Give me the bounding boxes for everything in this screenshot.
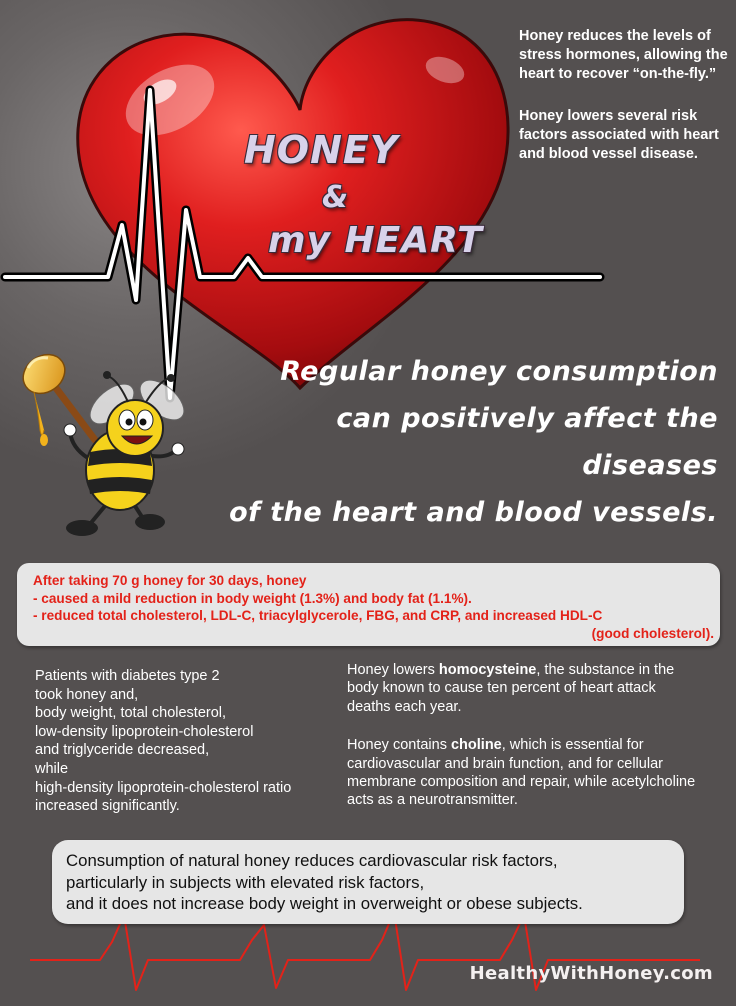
website-link[interactable]: HealthyWithHoney.com xyxy=(469,963,713,984)
study-line-1: After taking 70 g honey for 30 days, honey xyxy=(33,573,307,588)
homocysteine-fact xyxy=(347,661,692,716)
diabetes-line-5: and triglyceride decreased, xyxy=(35,742,210,759)
honey-dipper-icon xyxy=(16,347,95,446)
diabetes-line-8: increased significantly. xyxy=(35,798,180,815)
diabetes-line-6: while xyxy=(35,760,69,777)
headline xyxy=(198,348,718,536)
stress-fact: Honey reduces the levels of stress hormones, allowing the heart to recover “on-the-fly.” xyxy=(519,28,728,82)
headline-line-2: can positively affect the diseases xyxy=(336,403,718,481)
choline-fact xyxy=(347,736,725,810)
choline-prefix: Honey contains xyxy=(347,737,451,754)
diabetes-line-2: took honey and, xyxy=(35,686,139,703)
conclusion-line-2: particularly in subjects with elevated risk factors, xyxy=(66,872,425,892)
right-facts-column xyxy=(347,661,727,830)
diabetes-line-4: low-density lipoprotein-cholesterol xyxy=(35,723,254,740)
choline-keyword: choline xyxy=(450,737,502,754)
conclusion-box xyxy=(52,840,684,924)
diabetes-line-3: body weight, total cholesterol, xyxy=(35,705,227,722)
study-line-3: - reduced total cholesterol, LDL-C, triacylglycerole, FBG, and CRP, and increased HDL-C xyxy=(33,608,603,623)
bee-mascot xyxy=(64,371,191,536)
homocysteine-suffix: , the substance in the body known to cause ten percent of heart attack deaths each year. xyxy=(347,662,675,715)
diabetes-line-1: Patients with diabetes type 2 xyxy=(35,668,220,684)
study-line-2: - caused a mild reduction in body weight (1.3%) and body fat (1.1%). xyxy=(33,590,472,606)
diabetes-study-text xyxy=(35,667,345,816)
top-right-facts xyxy=(519,27,731,187)
headline-line-1: Regular honey consumption xyxy=(280,356,718,387)
study-line-4: (good cholesterol). xyxy=(591,625,714,641)
conclusion-line-3: and it does not increase body weight in overweight or obese subjects. xyxy=(66,894,583,913)
study-result-box xyxy=(17,563,720,646)
title-ampersand: & xyxy=(322,180,350,215)
risk-factor-fact: Honey lowers several risk factors associated with heart and blood vessel disease. xyxy=(519,108,719,162)
homocysteine-keyword: homocysteine xyxy=(438,662,537,678)
homocysteine-prefix: Honey lowers xyxy=(347,662,439,678)
headline-line-3: of the heart and blood vessels. xyxy=(229,497,718,528)
title-honey: HONEY xyxy=(244,128,399,172)
title-my-heart: my HEART xyxy=(268,220,483,261)
conclusion-line-1: Consumption of natural honey reduces cardiovascular risk factors, xyxy=(66,851,558,870)
diabetes-line-7: high-density lipoprotein-cholesterol ratio xyxy=(35,779,292,796)
choline-suffix: , which is essential for cardiovascular and brain function, and for cellular membrane composition and repair, while acetylcholine acts as a neurotransmitter. xyxy=(347,737,696,809)
